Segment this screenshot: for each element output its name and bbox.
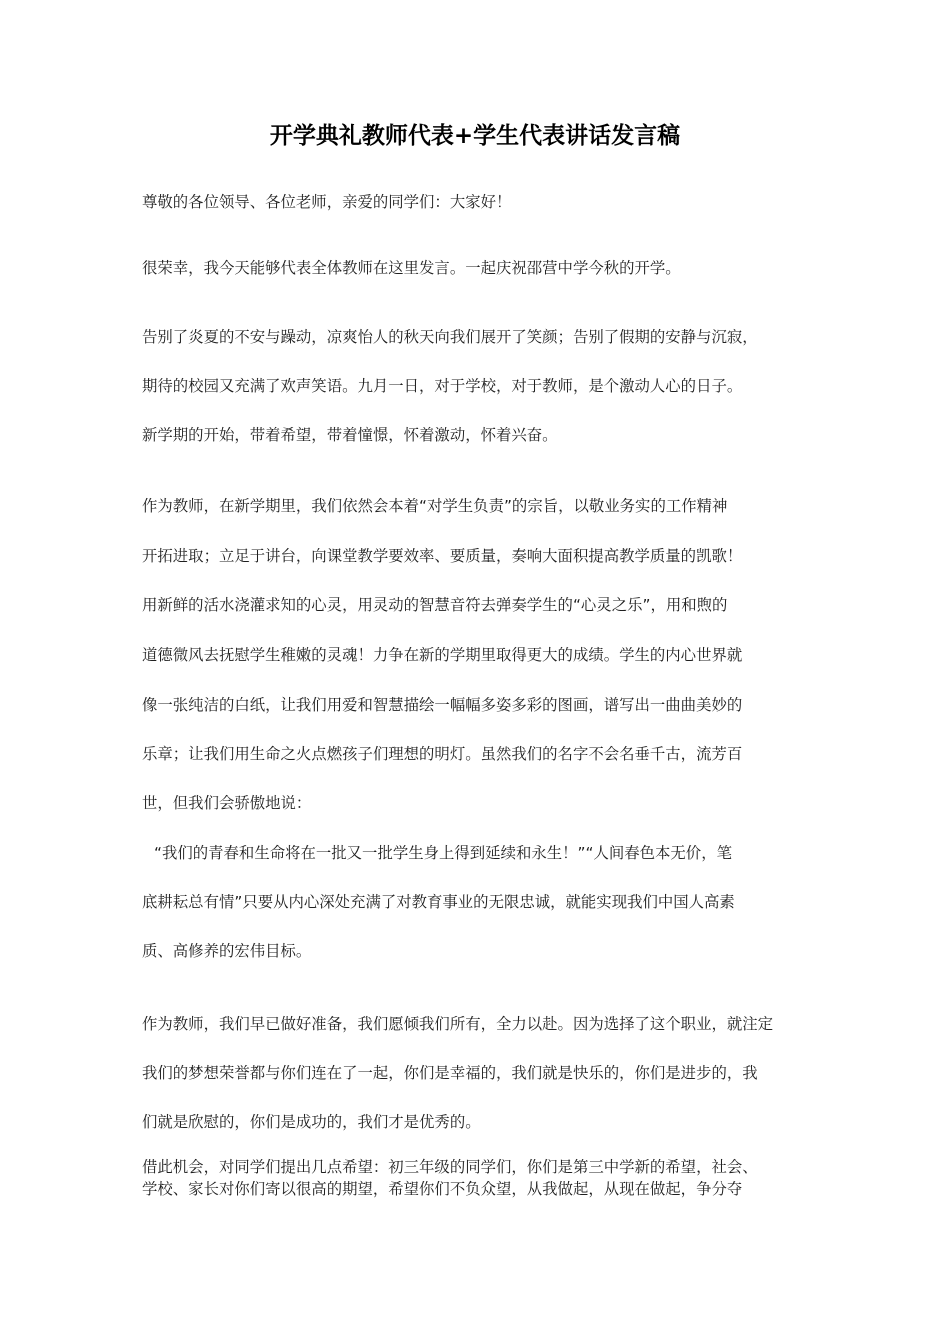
document-title: 开学典礼教师代表+学生代表讲话发言稿 <box>269 123 681 149</box>
paragraph-line: 期待的校园又充满了欢声笑语。九月一日，对于学校，对于教师，是个激动人心的日子。 <box>142 377 743 395</box>
paragraph-line: 作为教师，在新学期里，我们依然会本着“对学生负责”的宗旨，以敬业务实的工作精神 <box>142 497 728 515</box>
paragraph-line: 世，但我们会骄傲地说： <box>142 794 312 812</box>
paragraph-line: 我们的梦想荣誉都与你们连在了一起，你们是幸福的，我们就是快乐的，你们是进步的，我 <box>142 1064 758 1082</box>
paragraph-line: 尊敬的各位领导、各位老师，亲爱的同学们：大家好！ <box>142 193 512 211</box>
paragraph-line: 乐章；让我们用生命之火点燃孩子们理想的明灯。虽然我们的名字不会名垂千古，流芳百 <box>142 745 743 763</box>
paragraph-line: 很荣幸，我今天能够代表全体教师在这里发言。一起庆祝邵营中学今秋的开学。 <box>142 259 681 277</box>
paragraph-line: 借此机会，对同学们提出几点希望：初三年级的同学们，你们是第三中学新的希望，社会、 <box>142 1158 758 1176</box>
paragraph-line: 用新鲜的活水浇灌求知的心灵，用灵动的智慧音符去弹奏学生的“心灵之乐”，用和煦的 <box>142 596 728 614</box>
paragraph-line: 道德微风去抚慰学生稚嫩的灵魂！力争在新的学期里取得更大的成绩。学生的内心世界就 <box>142 646 743 664</box>
paragraph-line: “我们的青春和生命将在一批又一批学生身上得到延续和永生！”“人间春色本无价，笔 <box>154 844 732 862</box>
paragraph-line: 作为教师，我们早已做好准备，我们愿倾我们所有，全力以赴。因为选择了这个职业，就注定 <box>142 1015 774 1033</box>
paragraph-line: 们就是欣慰的，你们是成功的，我们才是优秀的。 <box>142 1113 481 1131</box>
paragraph-line: 告别了炎夏的不安与躁动，凉爽怡人的秋天向我们展开了笑颜；告别了假期的安静与沉寂， <box>142 328 758 346</box>
paragraph-line: 像一张纯洁的白纸，让我们用爱和智慧描绘一幅幅多姿多彩的图画，谱写出一曲曲美妙的 <box>142 696 743 714</box>
paragraph-line: 开拓进取；立足于讲台，向课堂教学要效率、要质量，奏响大面积提高教学质量的凯歌！ <box>142 547 743 565</box>
paragraph-line: 质、高修养的宏伟目标。 <box>142 942 312 960</box>
paragraph-line: 学校、家长对你们寄以很高的期望，希望你们不负众望，从我做起，从现在做起，争分夺 <box>142 1180 743 1198</box>
paragraph-line: 新学期的开始，带着希望，带着憧憬，怀着激动，怀着兴奋。 <box>142 426 558 444</box>
paragraph-line: 底耕耘总有情”只要从内心深处充满了对教育事业的无限忠诚，就能实现我们中国人高素 <box>142 893 735 911</box>
